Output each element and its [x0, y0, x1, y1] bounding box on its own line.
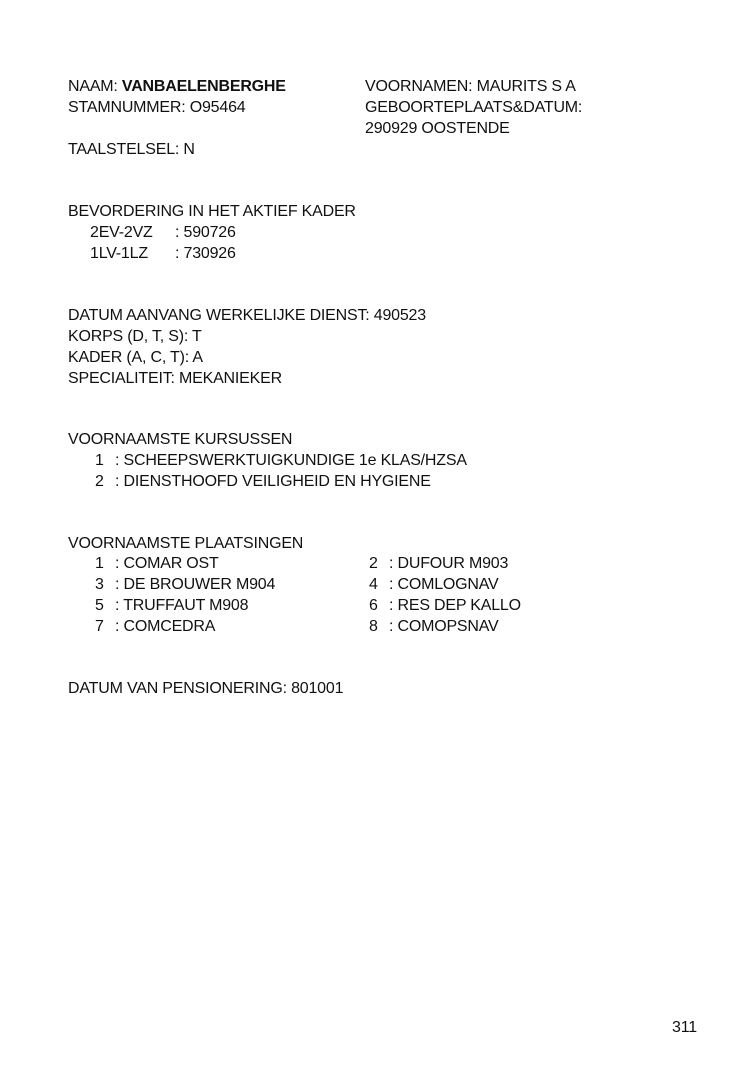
plaatsing-number: 4: [369, 576, 378, 593]
page-number: 311: [672, 1019, 697, 1036]
bevordering-rank: 1LV-1LZ: [90, 245, 148, 262]
bevordering-title: BEVORDERING IN HET AKTIEF KADER: [68, 203, 356, 220]
kursus-text: : DIENSTHOOFD VEILIGHEID EN HYGIENE: [115, 473, 431, 490]
plaatsing-text: : TRUFFAUT M908: [115, 597, 249, 614]
plaatsing-number: 5: [95, 597, 104, 614]
kursus-number: 2: [95, 473, 104, 490]
naam-line: [68, 76, 286, 97]
plaatsing-number: 1: [95, 555, 104, 572]
plaatsing-number: 8: [369, 618, 378, 635]
bevordering-rank: 2EV-2VZ: [90, 224, 153, 241]
kursus-text: : SCHEEPSWERKTUIGKUNDIGE 1e KLAS/HZSA: [115, 452, 467, 469]
plaatsing-text: : DE BROUWER M904: [115, 576, 276, 593]
naam-label: NAAM:: [68, 78, 122, 95]
plaatsing-text: : COMAR OST: [115, 555, 219, 572]
geboorteplaats-label: GEBOORTEPLAATS&DATUM:: [365, 99, 583, 116]
kursussen-title: VOORNAAMSTE KURSUSSEN: [68, 431, 293, 448]
plaatsing-number: 7: [95, 618, 104, 635]
plaatsing-text: : DUFOUR M903: [389, 555, 509, 572]
plaatsing-text: : COMLOGNAV: [389, 576, 499, 593]
taalstelsel: TAALSTELSEL: N: [68, 141, 195, 158]
naam-value: VANBAELENBERGHE: [121, 78, 286, 95]
plaatsing-number: 3: [95, 576, 104, 593]
plaatsing-number: 2: [369, 555, 378, 572]
kursus-number: 1: [95, 452, 104, 469]
kader: KADER (A, C, T): A: [68, 349, 203, 366]
plaatsingen-title: VOORNAAMSTE PLAATSINGEN: [68, 535, 304, 552]
stamnummer: STAMNUMMER: O95464: [68, 99, 246, 116]
korps: KORPS (D, T, S): T: [68, 328, 202, 345]
geboorteplaats-value: 290929 OOSTENDE: [365, 120, 510, 137]
bevordering-date: : 590726: [175, 224, 236, 241]
plaatsing-text: : COMOPSNAV: [389, 618, 499, 635]
plaatsing-text: : COMCEDRA: [115, 618, 216, 635]
specialiteit: SPECIALITEIT: MEKANIEKER: [68, 370, 282, 387]
plaatsing-text: : RES DEP KALLO: [389, 597, 521, 614]
pensionering: DATUM VAN PENSIONERING: 801001: [68, 680, 344, 697]
datum-aanvang: DATUM AANVANG WERKELIJKE DIENST: 490523: [68, 307, 426, 324]
bevordering-date: : 730926: [175, 245, 236, 262]
voornamen: VOORNAMEN: MAURITS S A: [365, 78, 576, 95]
plaatsing-number: 6: [369, 597, 378, 614]
